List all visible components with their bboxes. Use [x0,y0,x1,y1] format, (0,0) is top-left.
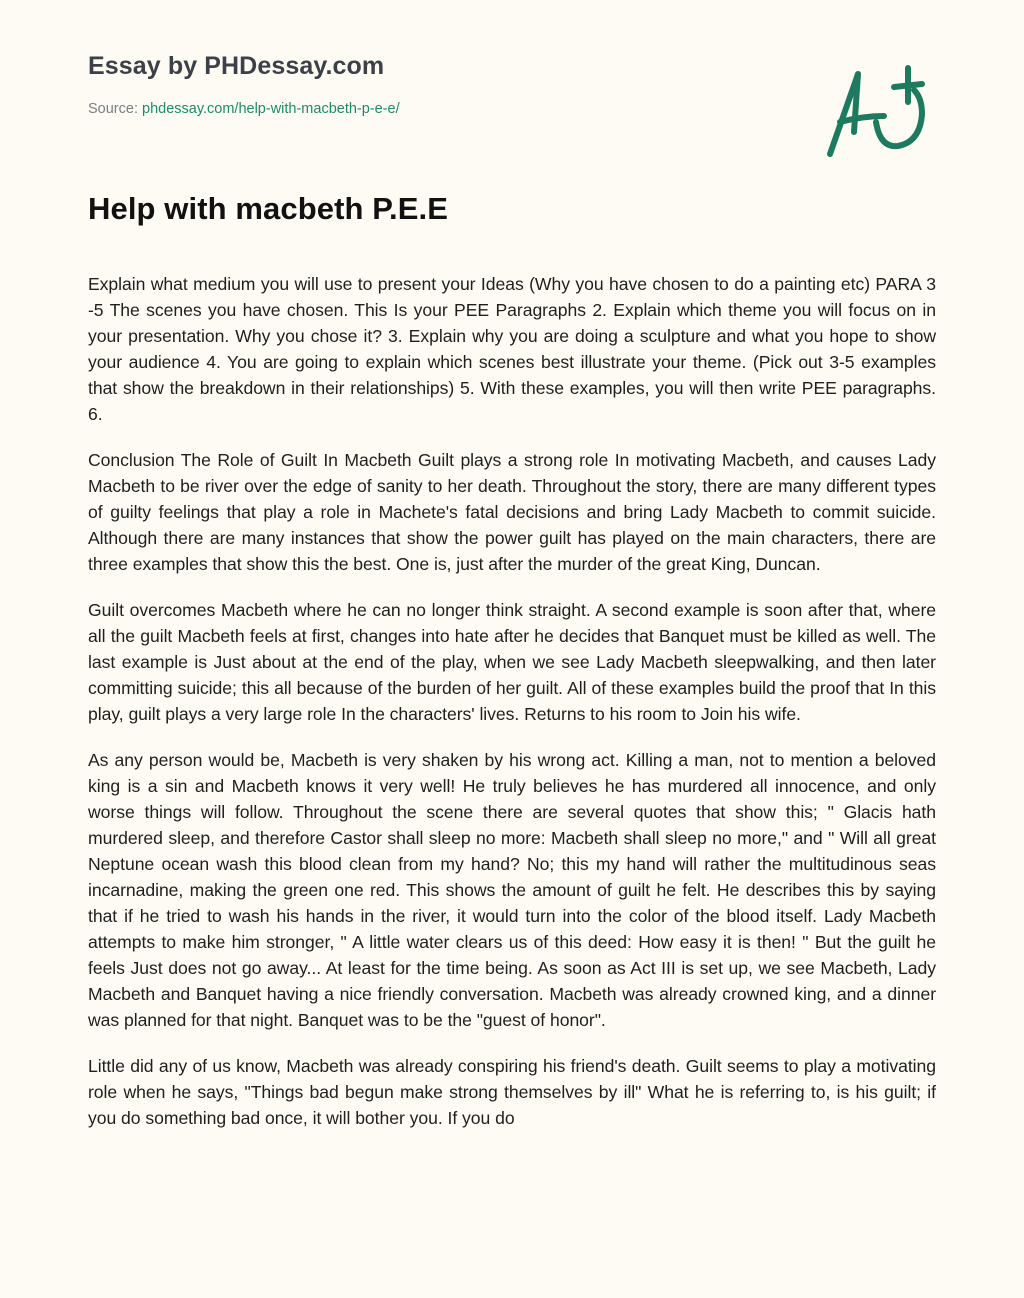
page-header [88,50,938,117]
source-line [88,101,400,117]
document-title: Help with macbeth P.E.E [88,191,449,226]
content-cutoff [0,1252,1024,1298]
essay-paragraph: Guilt overcomes Macbeth where he can no longer think straight. A second example is soon after that, where all the guilt Macbeth feels at first, changes into hate after he decides that Banquet must be killed as well. The last example is Just about at the end of the play, when we see Lady Macbeth sleepwalking, and then later committing suicide; this all because of the burden of her guilt. All of these examples build the proof that In this play, guilt plays a very large role In the characters' lives. Returns to his room to Join his wife. [88,600,936,724]
essay-body [88,271,936,1251]
essay-paragraph: Little did any of us know, Macbeth was already conspiring his friend's death. Guilt seems to play a motivating role when he says, "Things bad begun make strong themselves by ill" What he is referring to, is his guilt; if you do something bad once, it will bother you. If you do [88,1056,936,1128]
source-link[interactable]: phdessay.com/help-with-macbeth-p-e-e/ [142,101,400,117]
essay-paragraph: Explain what medium you will use to present your Ideas (Why you have chosen to do a painting etc) PARA 3 -5 The scenes you have chosen. This Is your PEE Paragraphs 2. Explain which theme you will focus on in your presentation. Why you chose it? 3. Explain why you are doing a sculpture and what you hope to show your audience 4. You are going to explain which scenes best illustrate your theme. (Pick out 3-5 examples that show the breakdown in their relationships) 5. With these examples, you will then write PEE paragraphs. 6. [88,274,936,424]
essay-paragraph: Conclusion The Role of Guilt In Macbeth Guilt plays a strong role In motivating Macbeth, and causes Lady Macbeth to be river over the edge of sanity to her death. Throughout the story, there are many different types of guilty feelings that play a role in Machete's fatal decisions and bring Lady Macbeth to commit suicide. Although there are many instances that show the power guilt has played on the main characters, there are three examples that show this the best. One is, just after the murder of the great King, Duncan. [88,450,936,574]
source-label: Source: [88,101,142,117]
essay-paragraph: As any person would be, Macbeth is very shaken by his wrong act. Killing a man, not to mention a beloved king is a sin and Macbeth knows it very well! He truly believes he has murdered all innocence, and only worse things will follow. Throughout the scene there are several quotes that show this; " Glacis hath murdered sleep, and therefore Castor shall sleep no more: Macbeth shall sleep no more," and " Will all great Neptune ocean wash this blood clean from my hand? No; this my hand will rather the multitudinous seas incarnadine, making the green one red. This shows the amount of guilt he felt. He describes this by saying that if he tried to wash his hands in the river, it would turn into the color of the blood itself. Lady Macbeth attempts to make him stronger, " A little water clears us of this deed: How easy it is then! " But the guilt he feels Just does not go away... At least for the time being. As soon as Act III is set up, we see Macbeth, Lady Macbeth and Banquet having a nice friendly conversation. Macbeth was already crowned king, and a dinner was planned for that night. Banquet was to be the "guest of honor". [88,750,936,1030]
a-plus-grade-icon [818,62,933,162]
brand-title: Essay by PHDessay.com [88,52,385,80]
